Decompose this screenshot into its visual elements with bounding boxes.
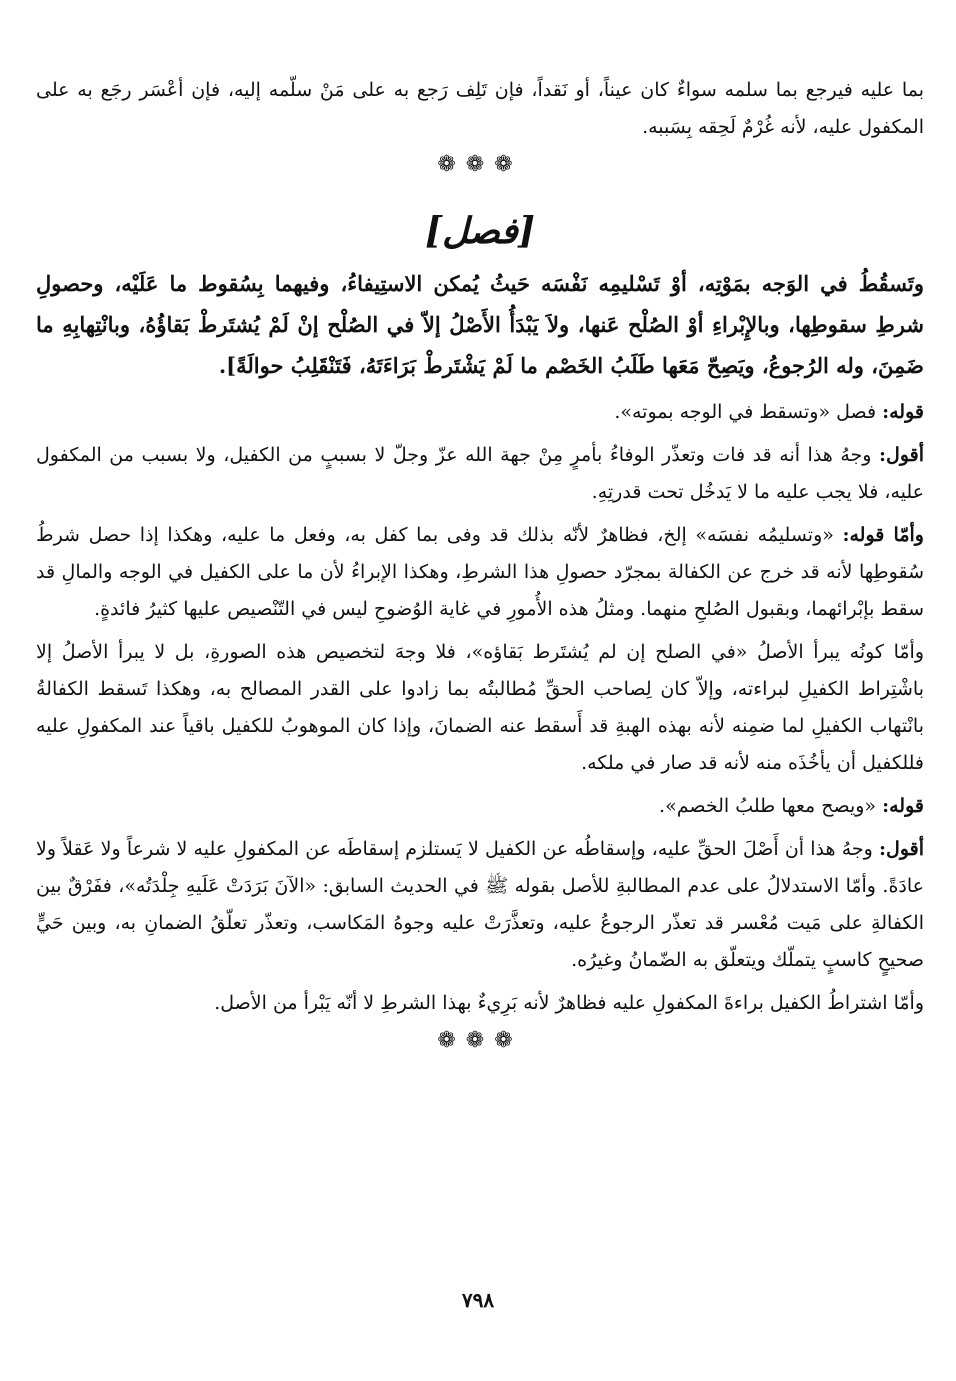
commentary-paragraph — [36, 517, 924, 628]
commentary-text: «وتسليمُه نفسَه» إلخ، فظاهرٌ لأنّه بذلك قد وفى بما كفل به، وفعل ما عليه، وهكذا إذا حصل شرطُ سُقوطِها لأنه قد خرج عن الكفالة بمجرّد حصولِ هذا الشرطِ، وهكذا الإبراءُ لأن ما على الكفيل في الوجه والمالِ قد سقط بإبْرائهما، وبقبول الصُلحِ منهما. ومثلُ هذه الأُمورِ في غاية الوُضوحِ ليس في التّنْصيص عليها كثيرُ فائدةٍ. — [36, 524, 924, 620]
continuation-paragraph: بما عليه فيرجع بما سلمه سواءٌ كان عيناً، أو نَقداً، فإن تَلِف رَجع به على مَنْ سلّمه إليه، فإن أعْسَر رجَع به على المكفول عليه، لأنه غُرْمٌ لَحِقه بِسَببه. — [36, 79, 924, 138]
separator-stars-bottom: ❁❁❁ — [437, 1028, 523, 1053]
commentary-lead: قوله: — [882, 795, 924, 817]
page-number: ٧٩٨ — [461, 1288, 495, 1312]
section-title: [فصل] — [425, 210, 535, 252]
matn-text: وتَسقُطُ في الوَجه بمَوْتِه، أوْ تَسْليمِه نَفْسَه حَيثُ يُمكن الاستِيفاءُ، وفيهما بِسُقوط ما عَلَيْه، وحصولِ شرطِ سقوطِها، وبالإِبْراءِ أوْ الصُلْح عَنها، ولاَ يَبْدَأُ الأَصْلُ إلاّ في الصُلْح إنْ لَمْ يُشتَرطْ بَقاؤُهُ، وبانْتِهابِهِ ما ضَمِنَ، وله الرُجوعُ، ويَصِحّ مَعَها طَلَبُ الخَصْم ما لَمْ يَشْتَرطْ بَرَاءَتَهُ، فَتَنْقَلِبُ حوالَةً]. — [36, 271, 924, 378]
commentary-lead: قوله: — [882, 401, 924, 423]
commentary-text: وأمّا كونُه يبرأ الأصلُ «في الصلح إن لم يُشتَرط بَقاؤه»، فلا وجهَ لتخصيص هذه الصورةِ، بل لا يبرأ الأصلُ إلا باشْتِراط الكفيلِ لبراءته، وإلاّ كان لِصاحب الحقِّ مُطالبتُه بما زادوا على القدر المصالح به، وهكذا تَسقط الكفالةُ بانْتهاب الكفيلِ لما ضمِنه لأنه بهذه الهبةِ قد أَسقط عنه الضمانَ، وإذا كان الموهوبُ للكفيل باقياً عند المكفولِ عليه فللكفيل أن يأخُذَه منه لأنه قد صار في ملكه. — [36, 641, 924, 774]
commentary-paragraph — [36, 788, 924, 825]
commentary-paragraph — [36, 437, 924, 511]
commentary-lead: أقول: — [879, 838, 924, 860]
commentary-lead: أقول: — [879, 444, 924, 466]
separator-stars-top: ❁❁❁ — [437, 152, 523, 177]
commentary-paragraph — [36, 985, 924, 1022]
page-body — [36, 72, 924, 1067]
commentary-paragraph — [36, 831, 924, 979]
commentary-lead: وأمّا قوله: — [842, 524, 924, 546]
commentary-text: «ويصح معها طلبُ الخصم». — [659, 795, 883, 817]
commentary-text: فصل «وتسقط في الوجه بموته». — [614, 401, 883, 423]
commentary-paragraph — [36, 634, 924, 782]
commentary-paragraph — [36, 394, 924, 431]
commentary-text: وجهُ هذا أنه قد فات وتعذّر الوفاءُ بأمرٍ مِنْ جهة الله عزّ وجلّ لا بسببٍ من الكفيل، ولا بسبب من المكفول عليه، فلا يجب عليه ما لا يَدخُل تحت قدرتِهِ. — [36, 444, 924, 503]
commentary-text: وأمّا اشتراطُ الكفيل براءةَ المكفولِ عليه فظاهرٌ لأنه بَرِيءٌ بهذا الشرطِ لا أنّه يَبْرأ من الأصل. — [214, 992, 924, 1014]
commentary-text: وجهُ هذا أن أَصْلَ الحقِّ عليه، وإسقاطُه عن الكفيل لا يَستلزم إسقاطَه عن المكفولِ عليه لا شرعاً ولا عَقلاً ولا عادَةً. وأمّا الاستدلالُ على عدم المطالبةِ للأصل بقوله ﷺ في الحديث السابق: «الآنَ بَرَدَتْ عَلَيهِ جِلْدَتُه»، ففَرْقٌ بين الكفالةِ على مَيت مُعْسر قد تعذّر الرجوعُ عليه، وتعذَّرَتْ عليه وجوهُ المَكاسب، وتعذّر تعلّقُ الضمانِ به، وبين حَيٍّ صحيحٍ كاسبٍ يتملّك ويتعلّق به الضّمانُ وغيرُه. — [36, 838, 924, 971]
